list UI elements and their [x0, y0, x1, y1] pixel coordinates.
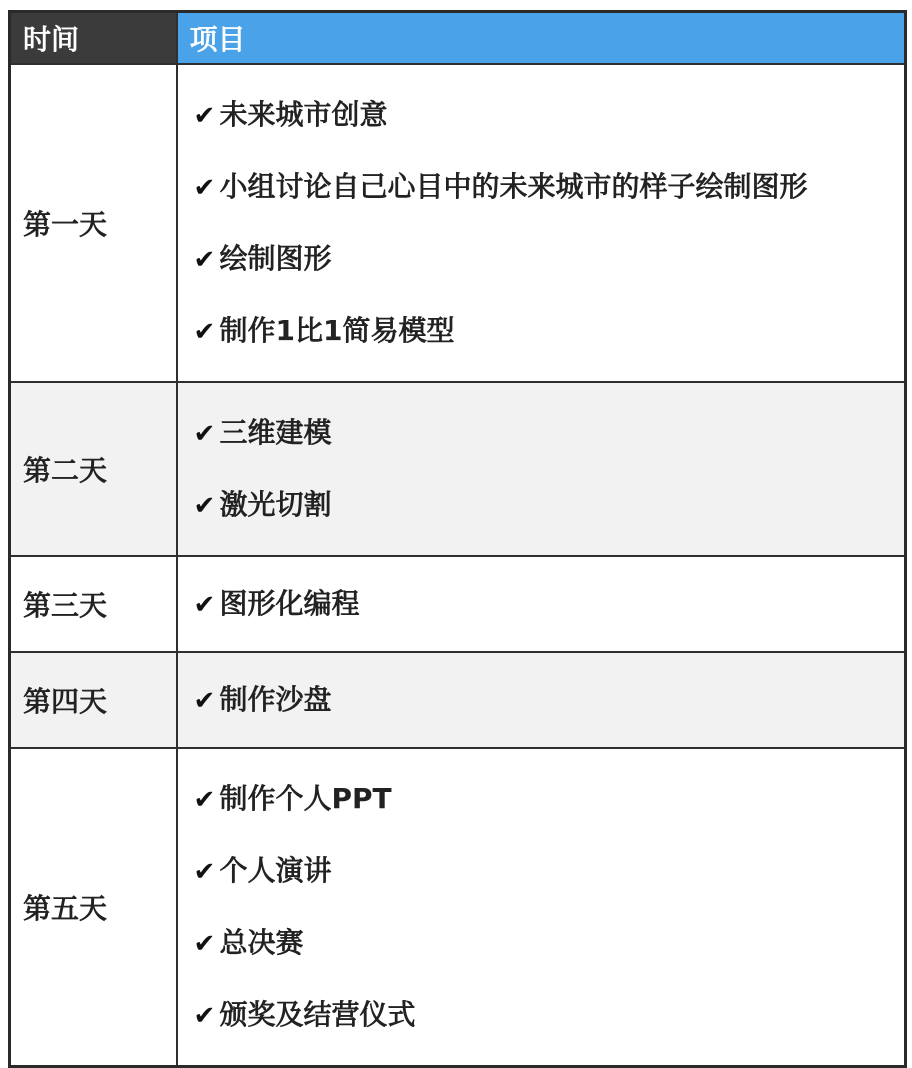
- check-icon: ✔: [193, 245, 216, 275]
- day-items-cell: [177, 748, 906, 1067]
- item-list: [178, 383, 905, 555]
- item-text: 绘制图形: [219, 242, 332, 275]
- check-icon: ✔: [193, 419, 216, 449]
- day-items-cell: [177, 64, 906, 382]
- check-icon: ✔: [193, 1001, 216, 1031]
- item-text: 制作1比1简易模型: [219, 314, 455, 347]
- list-item: [194, 979, 905, 1051]
- check-icon: ✔: [193, 173, 216, 203]
- day-label: 第五天: [10, 748, 177, 1067]
- check-icon: ✔: [193, 857, 216, 887]
- item-text: 激光切割: [219, 488, 332, 521]
- day-items-cell: [177, 382, 906, 556]
- header-row: [10, 12, 906, 65]
- header-time: 时间: [10, 12, 177, 65]
- item-list: [178, 749, 905, 1065]
- list-item: [194, 568, 905, 640]
- item-list: [178, 65, 905, 381]
- list-item: [194, 151, 905, 223]
- table-row: [10, 64, 906, 382]
- item-text: 制作沙盘: [219, 683, 332, 716]
- check-icon: ✔: [193, 785, 216, 815]
- day-label: 第四天: [10, 652, 177, 748]
- item-text: 个人演讲: [219, 854, 332, 887]
- item-text: 小组讨论自己心目中的未来城市的样子绘制图形: [219, 170, 808, 203]
- item-text: 制作个人PPT: [219, 782, 392, 815]
- item-list: [178, 568, 905, 640]
- table-row: [10, 748, 906, 1067]
- item-text: 未来城市创意: [219, 98, 388, 131]
- check-icon: ✔: [193, 686, 216, 716]
- item-list: [178, 664, 905, 736]
- list-item: [194, 79, 905, 151]
- day-items-cell: [177, 652, 906, 748]
- list-item: [194, 664, 905, 736]
- day-items-cell: [177, 556, 906, 652]
- check-icon: ✔: [193, 491, 216, 521]
- check-icon: ✔: [193, 101, 216, 131]
- list-item: [194, 835, 905, 907]
- header-items: 项目: [177, 12, 906, 65]
- list-item: [194, 295, 905, 367]
- day-label: 第一天: [10, 64, 177, 382]
- table-row: [10, 556, 906, 652]
- item-text: 图形化编程: [219, 587, 360, 620]
- check-icon: ✔: [193, 929, 216, 959]
- list-item: [194, 763, 905, 835]
- table-row: [10, 652, 906, 748]
- check-icon: ✔: [193, 590, 216, 620]
- list-item: [194, 223, 905, 295]
- list-item: [194, 907, 905, 979]
- item-text: 颁奖及结营仪式: [219, 998, 416, 1031]
- day-label: 第三天: [10, 556, 177, 652]
- list-item: [194, 397, 905, 469]
- table-row: [10, 382, 906, 556]
- day-label: 第二天: [10, 382, 177, 556]
- schedule-table: [8, 10, 907, 1068]
- item-text: 三维建模: [219, 416, 332, 449]
- check-icon: ✔: [193, 317, 216, 347]
- list-item: [194, 469, 905, 541]
- item-text: 总决赛: [219, 926, 304, 959]
